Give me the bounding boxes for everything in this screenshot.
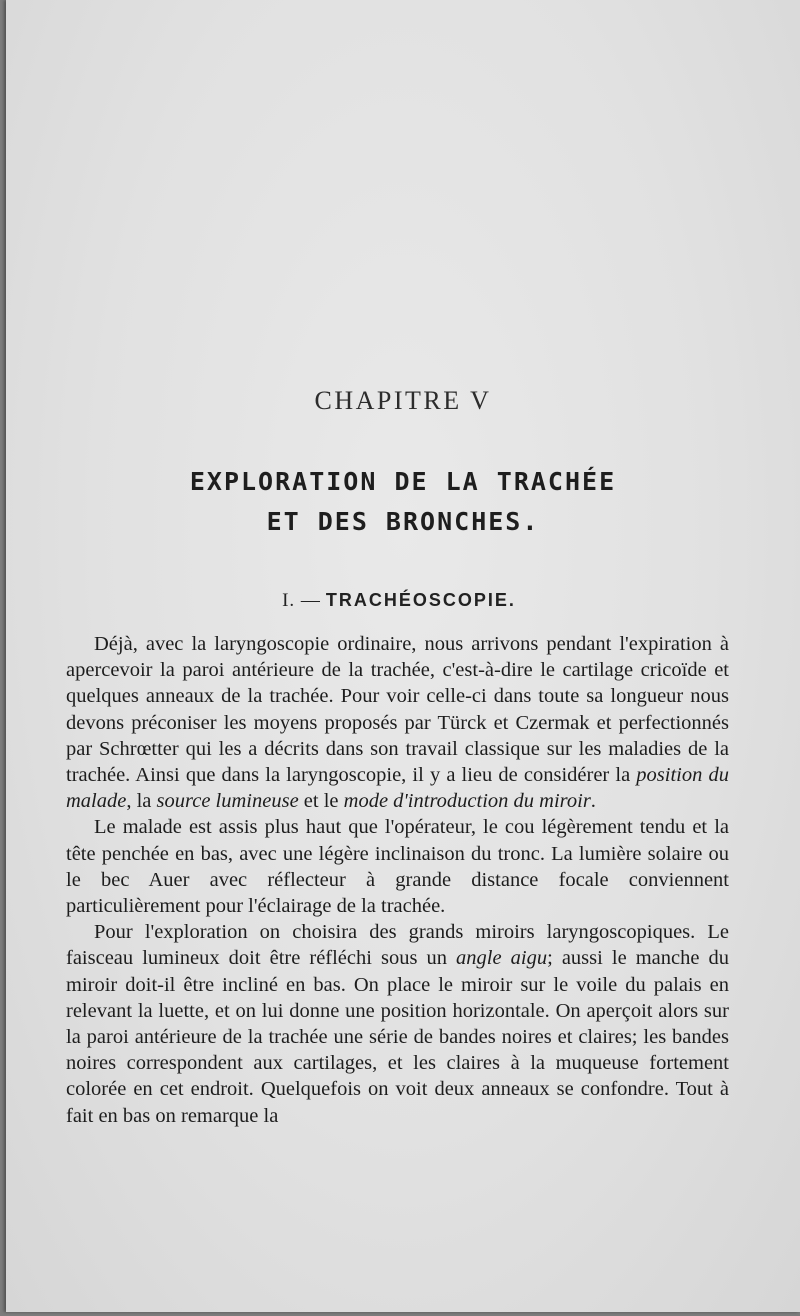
paragraph-3-text-a: Pour l'exploration on choisira des grands miroirs laryngoscopiques. Le faisceau lumineux doit être réfléchi sous un bbox=[66, 921, 729, 970]
paragraph-1-text-a: Déjà, avec la laryngoscopie ordinaire, nous arrivons pendant l'expiration à apercevoir la paroi antérieure de la trachée, c'est-à-dire le cartilage cricoïde et quelques anneaux de la trachée. Pour voir celle-ci dans toute sa longueur nous devons préconiser les moyens proposés par Türck et Czermak et perfectionnés par Schrœtter qui les a décrits dans son travail classique sur les maladies de la trachée. Ainsi que dans la laryngoscopie, il y a lieu de considérer la bbox=[66, 633, 729, 787]
chapter-title bbox=[6, 462, 800, 542]
paragraph-1 bbox=[66, 631, 729, 814]
chapter-title-line-1: EXPLORATION DE LA TRACHÉE bbox=[189, 467, 617, 496]
italic-position-du-malade: position du malade bbox=[66, 764, 729, 813]
paragraph-1-text-b: , la bbox=[126, 790, 157, 813]
section-title: TRACHÉOSCOPIE. bbox=[325, 590, 516, 610]
paragraph-1-text-c: et le bbox=[298, 790, 344, 813]
italic-angle-aigu: angle aigu bbox=[456, 947, 548, 970]
paragraph-3-text-b: ; aussi le manche du miroir doit-il être incliné en bas. On place le miroir sur le voile du palais en relevant la luette, et on lui donne une position horizontale. On aperçoit alors sur la paroi antérieure de la trachée une série de bandes noires et claires; les bandes noires correspondent aux cartilages, et les claires à la muqueuse fortement colorée en cet endroit. Quelquefois on voit deux anneaux se confondre. Tout à fait en bas on remarque la bbox=[66, 947, 729, 1127]
paragraph-1-text-d: . bbox=[590, 790, 596, 813]
italic-source-lumineuse: source lumineuse bbox=[156, 790, 299, 813]
book-page bbox=[6, 0, 800, 1312]
italic-mode-introduction: mode d'introduction du miroir bbox=[343, 790, 591, 813]
chapter-label: CHAPITRE V bbox=[314, 386, 492, 415]
paragraph-3 bbox=[66, 919, 729, 1129]
chapter-title-line-2: ET DES BRONCHES. bbox=[266, 507, 540, 536]
paragraph-2: Le malade est assis plus haut que l'opérateur, le cou légèrement tendu et la tête penchée en bas, avec une légère inclinaison du tronc. La lumière solaire ou le bec Auer avec réflecteur à grande distance focale conviennent particulièrement pour l'éclairage de la trachée. bbox=[66, 816, 729, 918]
section-heading bbox=[6, 590, 792, 612]
body-text bbox=[66, 631, 729, 1129]
section-number: I. — bbox=[282, 590, 321, 611]
